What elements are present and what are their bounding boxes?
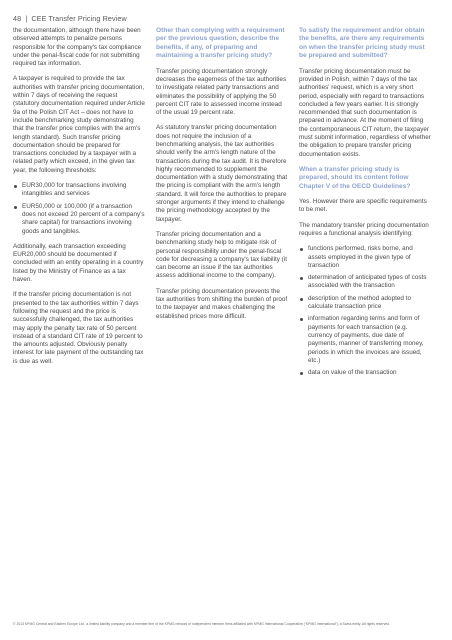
paragraph: Additionally, each transaction exceeding EUR20,000 should be documented if concluded with an entity operating in a country listed by the Ministry of Finance as a tax haven. [13, 242, 144, 284]
publication-title: CEE Transfer Pricing Review [31, 14, 127, 23]
list-item: information regarding terms and form of payments for each transaction (e.g. currency of payments, due date of payments, manner of transferring money, periods in which the invoices are issued, etc.) [299, 315, 431, 365]
list-item: data on value of the transaction [299, 369, 431, 377]
list-item: EUR30,000 for transactions involving intangibles and services [13, 182, 145, 199]
column-middle [156, 27, 288, 328]
threshold-list [13, 182, 145, 236]
column-left [13, 27, 145, 373]
paragraph: If the transfer pricing documentation is not presented to the tax authorities within 7 days following the request and the price is successfully challenged, the tax authorities may apply the penalty tax rate of 50 percent instead of a standard CIT rate of 19 percent to the amounts adjusted. Obviously penalty interest for late payment of the outstanding tax is due as well. [13, 291, 144, 365]
paragraph: A taxpayer is required to provide the tax authorities with transfer pricing documentation, within 7 days of receiving the request (statutory documentation required under Article 9a of the Polish CIT Act – does not have to include benchmarking study demonstrating that the transfer price complies with the arm's length standard). Such transfer pricing documentation should be prepared for transactions concluded by a taxpayer with a related party which exceed, in the given tax year, the following thresholds: [13, 75, 145, 174]
page-header [13, 14, 127, 23]
list-item: determination of anticipated types of costs associated with the transaction [299, 274, 431, 291]
column-right [299, 27, 431, 384]
question-heading: Other than complying with a requirement per the previous question, describe the benefits, if any, of preparing and maintaining a transfer pricing study? [156, 27, 285, 60]
page-number: 48 [13, 14, 22, 23]
copyright-footer: © 2013 KPMG Central and Eastern Europe Ltd., a limited liability company and a member firm of the KPMG network of independent member firms affiliated with KPMG International Cooperative ("KPMG International"), a Swiss entity. All rights reserved. [13, 622, 390, 626]
question-heading: To satisfy the requirement and/or obtain the benefits, are there any requirements on when the transfer pricing study must be prepared and submitted? [299, 27, 425, 60]
paragraph: Transfer pricing documentation strongly decreases the eagerness of the tax authorities to investigate related party transactions and eliminates the possibility of applying the 50 percent CIT rate to assessed income instead of the usual 19 percent rate. [156, 67, 287, 117]
question-heading: When a transfer pricing study is prepared, should its content follow Chapter V of the OECD Guidelines? [299, 165, 411, 190]
paragraph: Transfer pricing documentation must be provided in Polish, within 7 days of the tax authorities' request, which is a very short period, especially with regard to transactions concluded a few years earlier. It is strongly recommended that such documentation is prepared in advance. At the moment of filing the contemporaneous CIT return, the taxpayer must submit information, regardless of whether the obligation to prepare transfer pricing documentation exists. [299, 67, 431, 158]
paragraph: Transfer pricing documentation and a benchmarking study help to mitigate risk of personal responsibility under the penal-fiscal code for decreasing a company's tax liability (it can become an issue if the tax authorities assess additional income to the company). [156, 230, 287, 280]
list-item: functions performed, risks borne, and assets employed in the given type of transaction [299, 245, 431, 270]
paragraph: the documentation, although there have been observed attempts to penalize persons responsible for the company's tax compliance under the penal-fiscal code for not submitting required tax information. [13, 27, 142, 68]
paragraph: As statutory transfer pricing documentation does not require the inclusion of a benchmarking analysis, the tax authorities should verify the arm's length nature of the transactions during the tax audit. It is therefore highly recommended to supplement the documentation with a study demonstrating that the pricing is compliant with the arm's length standard. It will force the authorities to prepare stronger arguments if they intend to challenge the pricing methodology accepted by the taxpayer. [156, 124, 288, 223]
list-item: description of the method adopted to calculate transaction price [299, 295, 431, 312]
list-item: EUR50,000 or 100,000 (if a transaction does not exceed 20 percent of a company's share capital) for transactions involving goods and tangibles. [13, 203, 145, 236]
header-separator: | [25, 14, 28, 23]
paragraph: The mandatory transfer pricing documentation requires a functional analysis identifying: [299, 221, 429, 237]
paragraph: Yes. However there are specific requirements to be met. [299, 198, 427, 214]
paragraph: Transfer pricing documentation prevents the tax authorities from shifting the burden of proof to the taxpayer and makes challenging the established prices more difficult. [156, 287, 288, 320]
functional-analysis-list [299, 245, 431, 377]
